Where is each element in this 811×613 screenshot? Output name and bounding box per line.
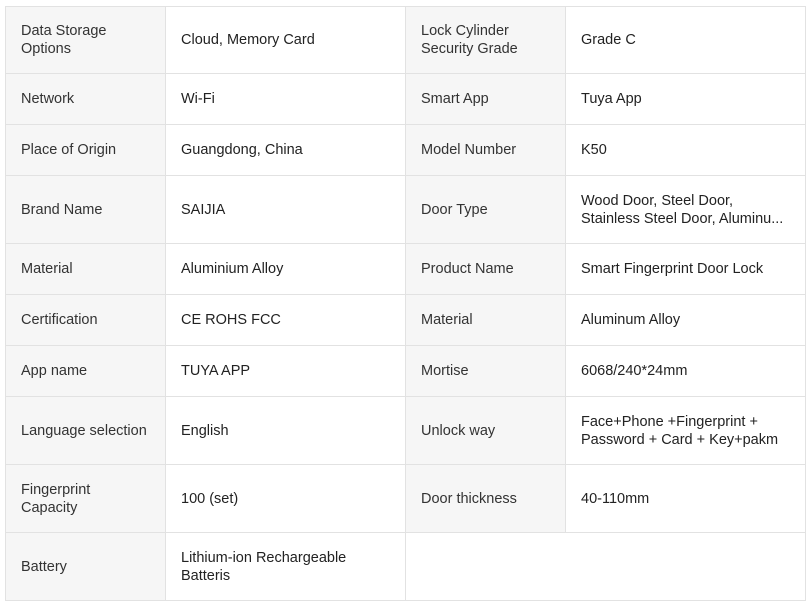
table-row [6,346,806,397]
spec-label: Language selection [6,397,166,465]
spec-value: 40-110mm [566,465,806,533]
table-row [6,465,806,533]
spec-value: Cloud, Memory Card [166,7,406,74]
spec-value: Tuya App [566,74,806,125]
spec-value: Wi-Fi [166,74,406,125]
table-row [6,533,806,601]
empty-cell [406,533,566,601]
spec-label: Certification [6,295,166,346]
spec-label: Unlock way [406,397,566,465]
spec-label: Model Number [406,125,566,176]
spec-value: CE ROHS FCC [166,295,406,346]
spec-label: Door Type [406,176,566,244]
spec-label: Material [406,295,566,346]
spec-label: Battery [6,533,166,601]
spec-label: Network [6,74,166,125]
spec-label: Product Name [406,244,566,295]
spec-label: Fingerprint Capacity [6,465,166,533]
table-row [6,176,806,244]
spec-value: Guangdong, China [166,125,406,176]
spec-value-line-truncated: Stainless Steel Door, Aluminu... [581,210,784,227]
spec-label: Material [6,244,166,295]
spec-label: Data Storage Options [6,7,166,74]
table-row [6,7,806,74]
product-spec-table [5,6,806,601]
spec-value: K50 [566,125,806,176]
spec-value: Face+Phone +Fingerprint + Password + Card + Key+pakm [566,397,806,465]
empty-cell [566,533,806,601]
spec-value: Grade C [566,7,806,74]
spec-label: Door thickness [406,465,566,533]
spec-value: Aluminium Alloy [166,244,406,295]
spec-value [566,176,806,244]
spec-label: Smart App [406,74,566,125]
spec-value: 100 (set) [166,465,406,533]
table-row [6,397,806,465]
spec-label: Mortise [406,346,566,397]
table-row [6,125,806,176]
spec-value-line: Wood Door, Steel Door, [581,192,734,209]
spec-value: Smart Fingerprint Door Lock [566,244,806,295]
table-row [6,74,806,125]
spec-label: Brand Name [6,176,166,244]
spec-value: Lithium-ion Rechargeable Batteris [166,533,406,601]
spec-value: 6068/240*24mm [566,346,806,397]
table-row [6,295,806,346]
table-row [6,244,806,295]
spec-value: English [166,397,406,465]
spec-label: Place of Origin [6,125,166,176]
spec-value: Aluminum Alloy [566,295,806,346]
spec-label: Lock Cylinder Security Grade [406,7,566,74]
spec-label: App name [6,346,166,397]
spec-value: TUYA APP [166,346,406,397]
spec-value: SAIJIA [166,176,406,244]
